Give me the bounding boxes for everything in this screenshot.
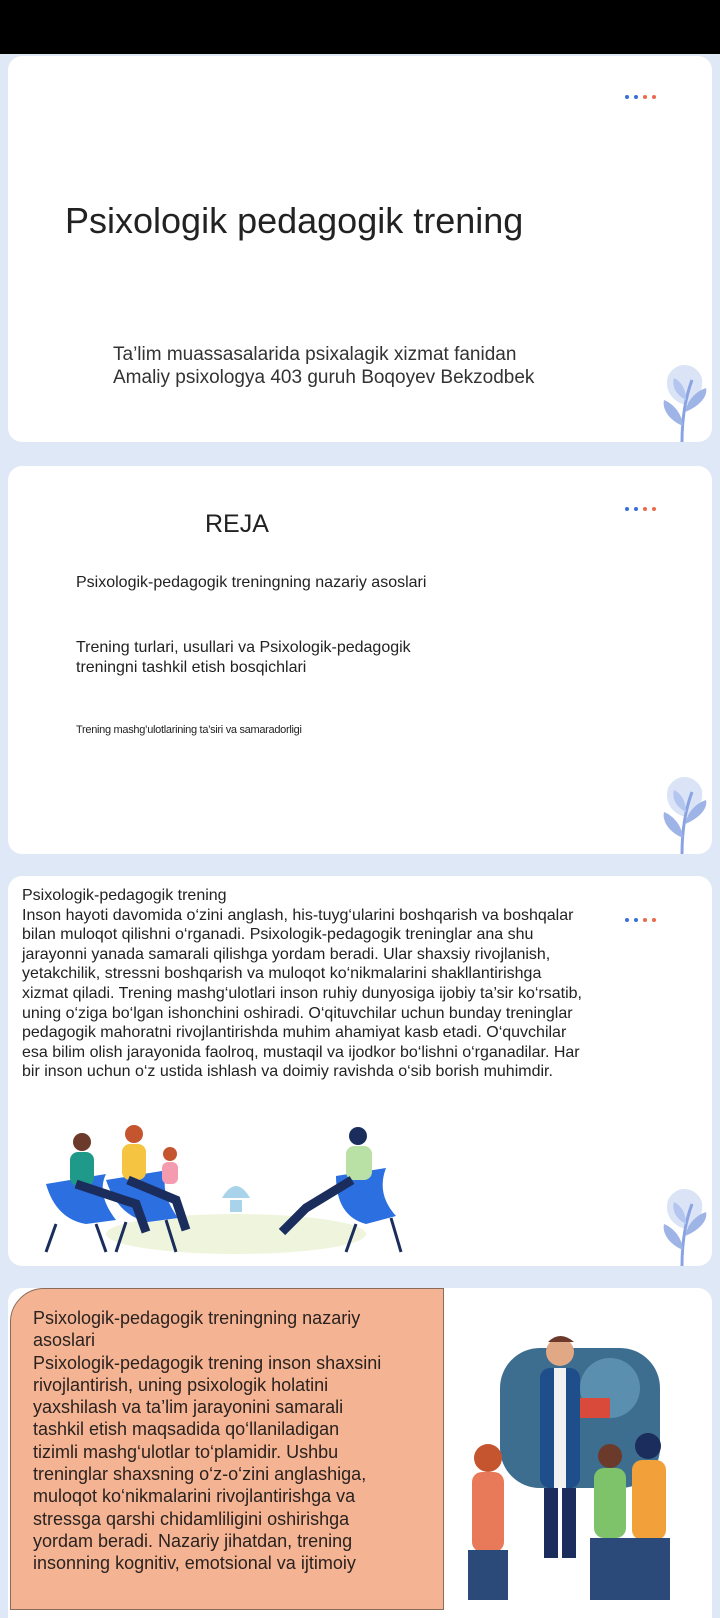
slide-3[interactable] (8, 876, 712, 1266)
subtitle-line: Amaliy psixologya 403 guruh Boqoyev Bekzodbek (113, 367, 535, 388)
plant-leaf-icon (652, 1180, 712, 1266)
body-line: pedagogik mahoratni rivojlantirishda muhim ahamiyat kasb etadi. O‘quvchilar (22, 1024, 567, 1042)
body-line: insonning kognitiv, emotsional va ijtimoiy (33, 1553, 356, 1574)
plant-leaf-icon (652, 768, 712, 854)
body-line: Psixologik-pedagogik trening inson shaxsini (33, 1352, 382, 1373)
body-line: tizimli mashg‘ulotlar to‘plamidir. Ushbu (33, 1441, 339, 1462)
slide-4[interactable] (8, 1288, 712, 1618)
body-line: stressga qarshi chidamliligini oshirishga (33, 1508, 350, 1529)
slide-heading: Psixologik-pedagogik trening (22, 887, 227, 904)
body-line: yetakchilik, stressni boshqarish va muloqot ko‘nikmalarini shakllantirishga (22, 965, 542, 983)
body-line: jarayonni yanada samarali qilishga yordam beradi. Ular shaxsiy rivojlanish, (22, 945, 551, 963)
plan-item (76, 638, 411, 678)
body-line: esa bilim olish jarayonida faolroq, mustaqil va ijodkor bo‘lishni o‘rganadilar. Har (22, 1043, 580, 1061)
slide-1[interactable] (8, 56, 712, 442)
dots-icon (625, 507, 656, 511)
slide-subtitle (113, 343, 534, 389)
body-line: asoslari (33, 1330, 96, 1351)
slide-title: Psixologik pedagogik trening (65, 200, 524, 241)
body-line: yordam beradi. Nazariy jihatdan, trening (33, 1530, 353, 1551)
body-line: xizmat qiladi. Trening mashg‘ulotlari inson ruhiy dunyosiga ijobiy ta’sir ko‘rsatib, (22, 984, 582, 1002)
dots-icon (625, 95, 656, 99)
slide-2[interactable] (8, 466, 712, 854)
body-line: muloqot ko‘nikmalarini rivojlantirishga va (33, 1486, 356, 1507)
plan-item-line: Trening turlari, usullari va Psixologik-pedagogik (76, 639, 411, 656)
text-box (10, 1288, 444, 1610)
slide-body (33, 1307, 433, 1575)
body-line: yaxshilash va ta’lim jarayonini samarali (33, 1397, 344, 1418)
body-line: tashkil etish maqsadida qo‘llaniladigan (33, 1419, 340, 1440)
plan-item: Trening mashg’ulotlarining ta’siri va samaradorligi (76, 724, 302, 736)
subtitle-line: Ta’lim muassasalarida psixalagik xizmat fanidan (113, 344, 517, 365)
teacher-students-illustration (460, 1328, 680, 1600)
body-line: Inson hayoti davomida o‘zini anglash, his-tuyg‘ularini boshqarish va boshqalar (22, 906, 574, 924)
body-line: uning o‘ziga bo‘lgan ishonchini oshiradi. O‘qituvchilar uchun bunday treninglar (22, 1004, 573, 1022)
slide-body (22, 886, 652, 1082)
body-line: rivojlantirish, uning psixologik holatini (33, 1374, 329, 1395)
plan-item: Psixologik-pedagogik treningning nazariy asoslari (76, 574, 427, 591)
top-status-bar (0, 0, 720, 54)
plan-item-line: treningni tashkil etish bosqichlari (76, 659, 307, 676)
body-line: bir inson uchun o‘z ustida ishlash va doimiy ravishda o‘sib borish muhimdir. (22, 1063, 553, 1081)
slide-title: REJA (205, 510, 269, 538)
body-line: treninglar shaxsning o‘z-o‘zini anglashiga, (33, 1464, 367, 1485)
body-line: bilan muloqot qilishni o‘rganadi. Psixologik-pedagogik treninglar ana shu (22, 926, 534, 944)
body-line: Psixologik-pedagogik treningning nazariy (33, 1308, 361, 1328)
therapy-session-illustration (36, 1124, 416, 1254)
plant-leaf-icon (652, 356, 712, 442)
